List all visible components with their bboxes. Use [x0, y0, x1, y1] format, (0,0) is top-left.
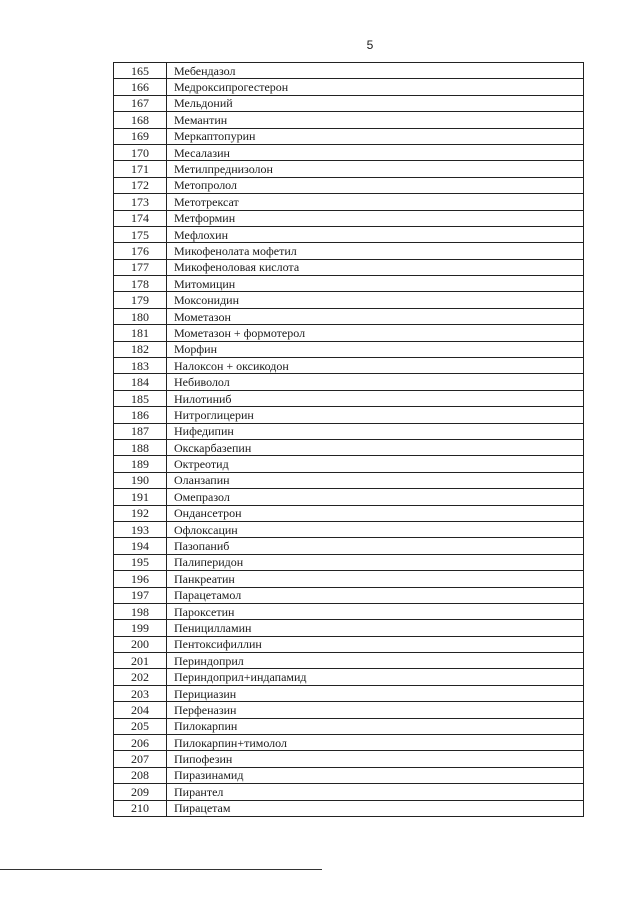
row-number: 196 [114, 571, 167, 587]
drug-list-body [114, 63, 584, 817]
table-row [114, 226, 584, 242]
table-row [114, 587, 584, 603]
row-number: 176 [114, 243, 167, 259]
row-number: 203 [114, 685, 167, 701]
drug-name: Метилпреднизолон [167, 161, 584, 177]
row-number: 173 [114, 194, 167, 210]
drug-name: Метформин [167, 210, 584, 226]
row-number: 177 [114, 259, 167, 275]
row-number: 172 [114, 177, 167, 193]
page-number: 5 [366, 38, 374, 52]
drug-name: Пазопаниб [167, 538, 584, 554]
drug-name: Метопролол [167, 177, 584, 193]
drug-name: Пипофезин [167, 751, 584, 767]
drug-name: Палиперидон [167, 554, 584, 570]
table-row [114, 439, 584, 455]
drug-name: Перициазин [167, 685, 584, 701]
drug-name: Месалазин [167, 144, 584, 160]
drug-name: Мометазон [167, 308, 584, 324]
drug-name: Нилотиниб [167, 390, 584, 406]
table-row [114, 161, 584, 177]
drug-name: Меркаптопурин [167, 128, 584, 144]
row-number: 184 [114, 374, 167, 390]
table-row [114, 456, 584, 472]
table-row [114, 636, 584, 652]
row-number: 178 [114, 276, 167, 292]
table-row [114, 767, 584, 783]
table-row [114, 308, 584, 324]
table-row [114, 390, 584, 406]
row-number: 185 [114, 390, 167, 406]
row-number: 191 [114, 489, 167, 505]
table-row [114, 259, 584, 275]
table-row [114, 489, 584, 505]
row-number: 165 [114, 63, 167, 79]
table-row [114, 538, 584, 554]
table-row [114, 735, 584, 751]
table-row [114, 243, 584, 259]
drug-name: Парацетамол [167, 587, 584, 603]
row-number: 174 [114, 210, 167, 226]
row-number: 188 [114, 439, 167, 455]
row-number: 190 [114, 472, 167, 488]
drug-name: Мемантин [167, 112, 584, 128]
row-number: 187 [114, 423, 167, 439]
drug-name: Панкреатин [167, 571, 584, 587]
table-row [114, 325, 584, 341]
drug-name: Нитроглицерин [167, 407, 584, 423]
table-row [114, 702, 584, 718]
table-row [114, 276, 584, 292]
drug-name: Периндоприл+индапамид [167, 669, 584, 685]
drug-name: Метотрексат [167, 194, 584, 210]
drug-name: Пеницилламин [167, 620, 584, 636]
drug-name: Мельдоний [167, 95, 584, 111]
drug-name: Пиразинамид [167, 767, 584, 783]
row-number: 175 [114, 226, 167, 242]
table-row [114, 653, 584, 669]
row-number: 166 [114, 79, 167, 95]
row-number: 202 [114, 669, 167, 685]
table-row [114, 128, 584, 144]
row-number: 206 [114, 735, 167, 751]
table-row [114, 95, 584, 111]
row-number: 192 [114, 505, 167, 521]
table-row [114, 341, 584, 357]
drug-name: Пирантел [167, 784, 584, 800]
drug-name: Налоксон + оксикодон [167, 358, 584, 374]
row-number: 205 [114, 718, 167, 734]
drug-name: Нифедипин [167, 423, 584, 439]
drug-name: Медроксипрогестерон [167, 79, 584, 95]
row-number: 199 [114, 620, 167, 636]
table-row [114, 144, 584, 160]
drug-name: Офлоксацин [167, 521, 584, 537]
drug-name: Небиволол [167, 374, 584, 390]
drug-name: Мефлохин [167, 226, 584, 242]
row-number: 167 [114, 95, 167, 111]
drug-name: Пирацетам [167, 800, 584, 816]
row-number: 170 [114, 144, 167, 160]
row-number: 201 [114, 653, 167, 669]
row-number: 180 [114, 308, 167, 324]
row-number: 204 [114, 702, 167, 718]
table-row [114, 669, 584, 685]
drug-name: Микофенолата мофетил [167, 243, 584, 259]
table-row [114, 571, 584, 587]
drug-name: Пентоксифиллин [167, 636, 584, 652]
table-row [114, 210, 584, 226]
table-row [114, 505, 584, 521]
row-number: 209 [114, 784, 167, 800]
table-row [114, 472, 584, 488]
drug-name: Микофеноловая кислота [167, 259, 584, 275]
drug-name: Пилокарпин [167, 718, 584, 734]
table-row [114, 521, 584, 537]
drug-name: Оланзапин [167, 472, 584, 488]
drug-name: Мометазон + формотерол [167, 325, 584, 341]
drug-name: Периндоприл [167, 653, 584, 669]
row-number: 182 [114, 341, 167, 357]
row-number: 168 [114, 112, 167, 128]
table-row [114, 784, 584, 800]
drug-name: Мебендазол [167, 63, 584, 79]
drug-name: Пароксетин [167, 603, 584, 619]
row-number: 197 [114, 587, 167, 603]
footer-divider [0, 869, 322, 870]
drug-name: Митомицин [167, 276, 584, 292]
drug-name: Ондансетрон [167, 505, 584, 521]
table-row [114, 800, 584, 816]
table-row [114, 603, 584, 619]
row-number: 189 [114, 456, 167, 472]
drug-name: Перфеназин [167, 702, 584, 718]
table-row [114, 112, 584, 128]
table-row [114, 358, 584, 374]
row-number: 171 [114, 161, 167, 177]
row-number: 207 [114, 751, 167, 767]
table-row [114, 751, 584, 767]
row-number: 208 [114, 767, 167, 783]
row-number: 186 [114, 407, 167, 423]
table-row [114, 374, 584, 390]
table-row [114, 292, 584, 308]
drug-name: Моксонидин [167, 292, 584, 308]
drug-name: Омепразол [167, 489, 584, 505]
table-row [114, 423, 584, 439]
table-row [114, 194, 584, 210]
row-number: 193 [114, 521, 167, 537]
row-number: 183 [114, 358, 167, 374]
drug-name: Пилокарпин+тимолол [167, 735, 584, 751]
table-row [114, 63, 584, 79]
row-number: 198 [114, 603, 167, 619]
table-row [114, 79, 584, 95]
table-row [114, 620, 584, 636]
drug-list-table [113, 62, 584, 817]
row-number: 195 [114, 554, 167, 570]
table-row [114, 554, 584, 570]
row-number: 210 [114, 800, 167, 816]
drug-name: Морфин [167, 341, 584, 357]
drug-name: Окскарбазепин [167, 439, 584, 455]
row-number: 179 [114, 292, 167, 308]
table-row [114, 685, 584, 701]
table-row [114, 718, 584, 734]
row-number: 200 [114, 636, 167, 652]
row-number: 194 [114, 538, 167, 554]
row-number: 181 [114, 325, 167, 341]
drug-name: Октреотид [167, 456, 584, 472]
table-row [114, 407, 584, 423]
row-number: 169 [114, 128, 167, 144]
table-row [114, 177, 584, 193]
